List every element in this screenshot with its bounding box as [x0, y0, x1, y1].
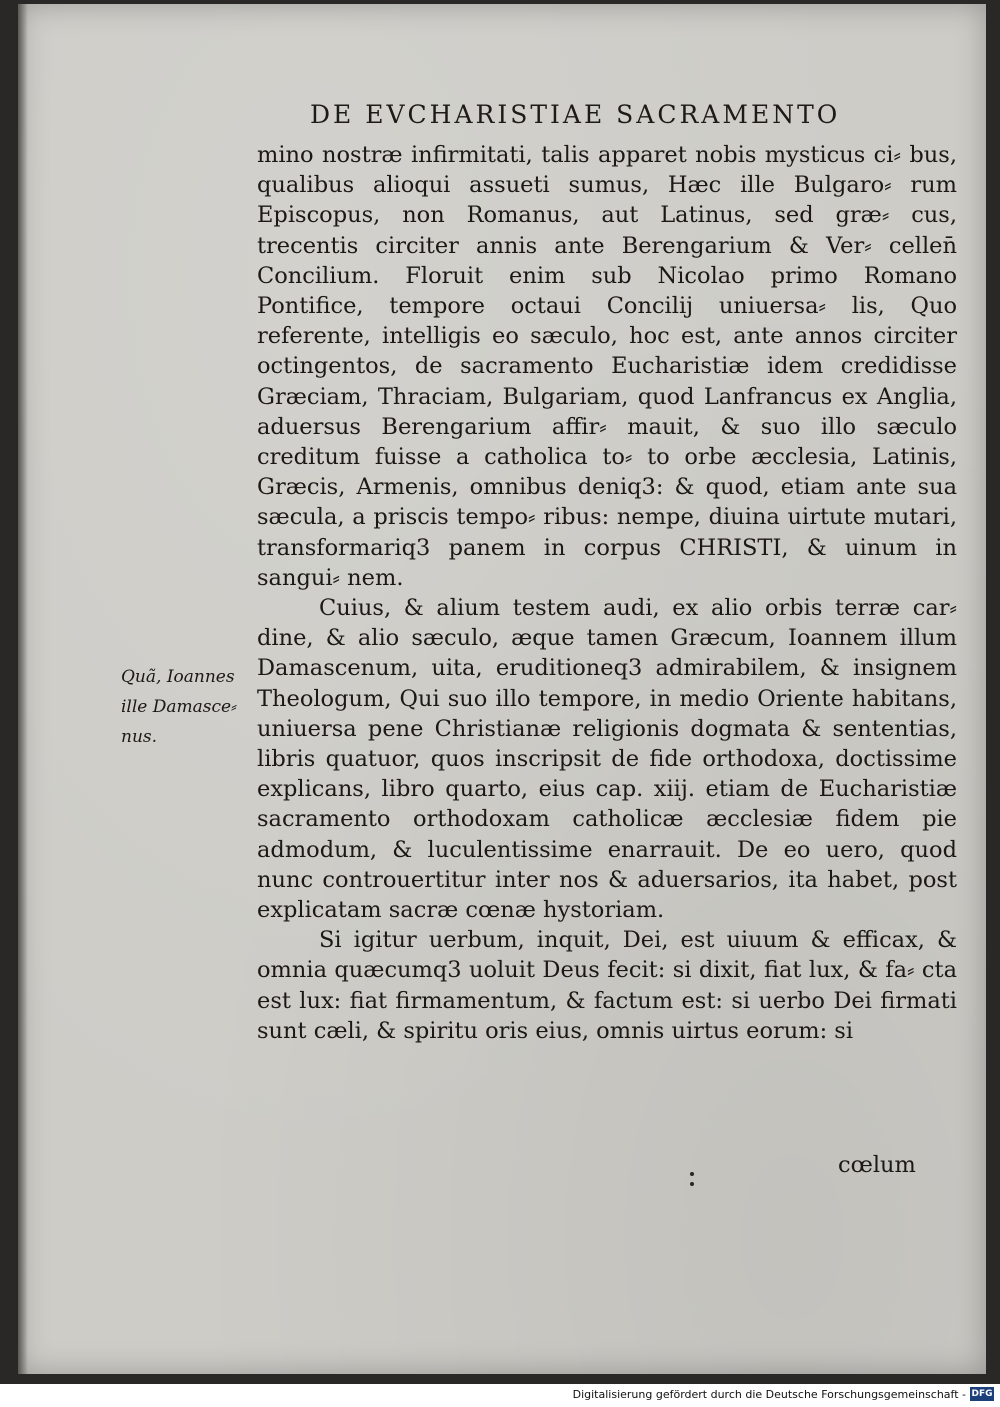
- funding-credit: Digitalisierung gefördert durch die Deutsche Forschungsgemeinschaft -: [572, 1388, 966, 1401]
- marginal-note-line-3: nus.: [121, 727, 158, 747]
- marginal-note-line-2: ille Damasce⸗: [121, 697, 237, 717]
- catchword: cœlum: [838, 1152, 916, 1178]
- main-text-block: [257, 140, 957, 1046]
- paragraph-3: Si igitur uerbum, inquit, Dei, est uiuum & efficax, & omnia quæcumq3 uoluit Deus fecit: si dixit, fiat lux, & fa⸗ cta est lux: fiat firmamentum, & factum est: si uerbo Dei firmati sunt cæli, & spiritu oris eius, omnis uirtus eorum: si: [257, 927, 957, 1044]
- dfg-logo-icon: DFG: [971, 1389, 993, 1399]
- ink-mark: [690, 1172, 694, 1176]
- footer-bar: [0, 1384, 1000, 1407]
- marginal-note: [121, 662, 261, 752]
- page-gutter-shadow: [18, 4, 28, 1374]
- ink-mark: [690, 1182, 694, 1186]
- running-head: DE EVCHARISTIAE SACRAMENTO: [310, 100, 841, 129]
- marginal-note-line-1: Quã, Ioannes: [121, 667, 235, 687]
- paragraph-1: mino nostræ infirmitati, talis apparet nobis mysticus ci⸗ bus, qualibus alioqui assueti sumus, Hæc ille Bulgaro⸗ rum Episcopus, non Romanus, aut Latinus, sed græ⸗ cus, trecentis circiter annis ante Berengarium & Ver⸗ cellen̄ Concilium. Floruit enim sub Nicolao primo Romano Pontifice, tempore octaui Concilij uniuersa⸗ lis, Quo referente, intelligis eo sæculo, hoc est, ante annos circiter octingentos, de sacramento Eucharistiæ idem credidisse Græciam, Thraciam, Bulgariam, quod Lanfrancus ex Anglia, aduersus Berengarium affir⸗ mauit, & suo illo sæculo creditum fuisse a catholica to⸗ to orbe æcclesia, Latinis, Græcis, Armenis, omnibus deniq3: & quod, etiam ante sua sæcula, a priscis tempo⸗ ribus: nempe, diuina uirtute mutari, transformariq3 panem in corpus CHRISTI, & uinum in sangui⸗ nem.: [257, 142, 957, 591]
- paragraph-2: Cuius, & alium testem audi, ex alio orbis terræ car⸗ dine, & alio sæculo, æque tamen Græcum, Ioannem illum Damascenum, uita, eruditioneq3 admirabilem, & insignem Theologum, Qui suo illo tempore, in medio Oriente habitans, uniuersa pene Christianæ religionis dogmata & sententias, libris quatuor, quos inscripsit de fide orthodoxa, doctissime explicans, libro quarto, eius cap. xiij. etiam de Eucharistiæ sacramento orthodoxam catholicæ æcclesiæ fidem pie admodum, & luculentissime enarrauit. De eo uero, quod nunc controuertitur inter nos & aduersarios, ita habet, post explicatam sacræ cœnæ hystoriam.: [257, 595, 957, 924]
